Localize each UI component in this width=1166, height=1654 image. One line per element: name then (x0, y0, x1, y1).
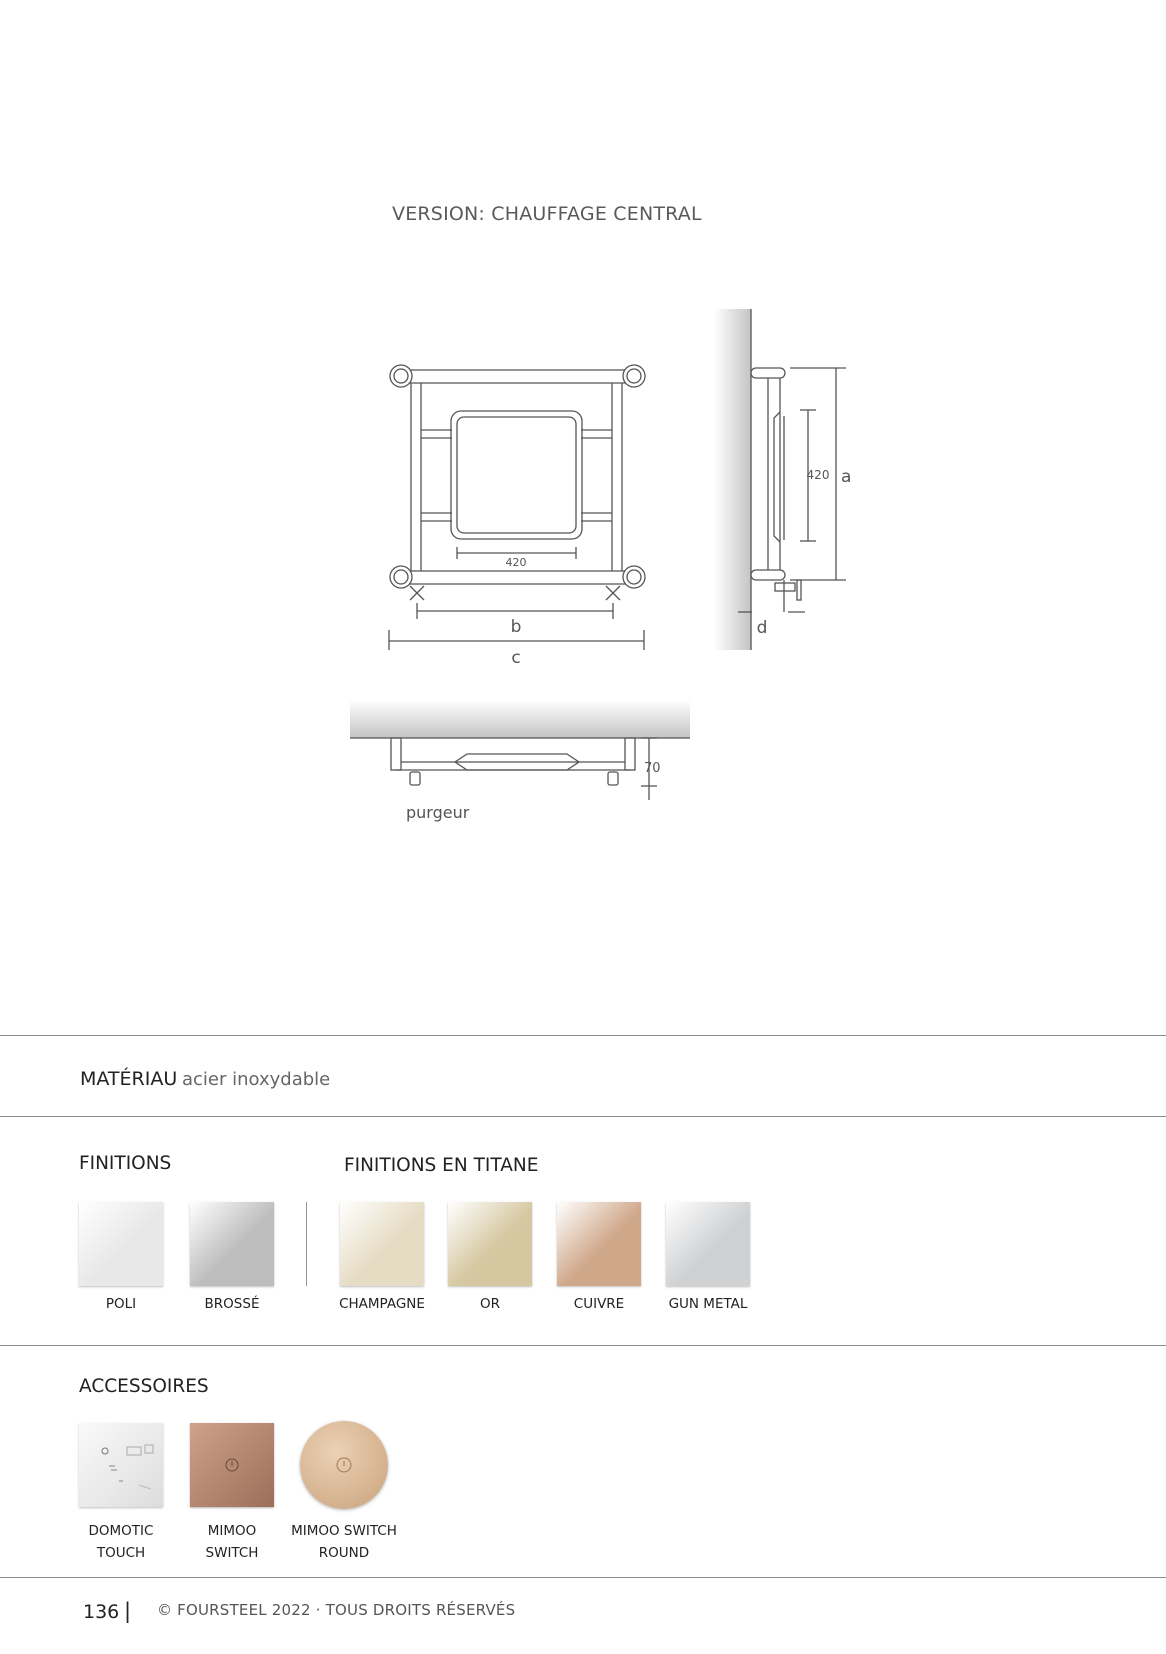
power-icon (190, 1423, 274, 1507)
swatch-poli (79, 1202, 163, 1286)
front-dim-b: b (510, 617, 522, 637)
side-dim-420: 420 (806, 468, 830, 482)
divider (0, 1345, 1166, 1346)
accessory-label-mimoo-switch: MIMOO SWITCH (205, 1523, 259, 1561)
accessoires-title: ACCESSOIRES (79, 1376, 209, 1397)
swatch-label: OR (479, 1296, 500, 1312)
front-dim-inner: 420 (505, 556, 527, 569)
copyright: © FOURSTEEL 2022 · TOUS DROITS RÉSERVÉS (157, 1601, 516, 1619)
mimoo-switch-round-image (300, 1421, 388, 1509)
domotic-touch-icon (79, 1423, 163, 1507)
material-label: MATÉRIAU (80, 1068, 178, 1090)
accessory-label-domotic: DOMOTIC TOUCH (88, 1523, 154, 1561)
swatch-cuivre (557, 1202, 641, 1286)
finitions-title: FINITIONS (79, 1153, 172, 1174)
side-wall (714, 309, 751, 650)
top-view (350, 738, 690, 800)
top-wall (350, 700, 690, 738)
divider (0, 1116, 1166, 1117)
swatch-bross- (190, 1202, 274, 1286)
swatch-champagne (340, 1202, 424, 1286)
swatch-separator (306, 1202, 307, 1286)
mimoo-switch-image (190, 1423, 274, 1507)
purgeur-label: purgeur (406, 803, 470, 822)
top-dim-70: 70 (644, 761, 661, 776)
swatch-label: BROSSÉ (204, 1296, 260, 1312)
material-value: acier inoxydable (182, 1069, 331, 1090)
divider (0, 1035, 1166, 1036)
accessory-label-mimoo-switch-round: MIMOO SWITCH ROUND (291, 1523, 397, 1561)
version-title: VERSION: CHAUFFAGE CENTRAL (392, 203, 702, 225)
page-number: 136 (83, 1601, 120, 1623)
finitions-titane-title: FINITIONS EN TITANE (344, 1155, 539, 1176)
swatch-label: CUIVRE (573, 1296, 625, 1312)
power-icon (300, 1421, 388, 1509)
front-view (389, 365, 645, 650)
side-view (738, 309, 846, 650)
swatch-gun-metal (666, 1202, 750, 1286)
swatch-label: POLI (105, 1296, 137, 1312)
divider (0, 1577, 1166, 1578)
swatch-or (448, 1202, 532, 1286)
footer-separator: | (124, 1599, 132, 1623)
swatch-label: CHAMPAGNE (339, 1296, 425, 1312)
front-dim-c: c (511, 648, 521, 668)
side-dim-d: d (756, 618, 768, 638)
swatch-label: GUN METAL (668, 1296, 748, 1312)
domotic-touch-image (79, 1423, 163, 1507)
side-dim-a: a (841, 467, 852, 487)
